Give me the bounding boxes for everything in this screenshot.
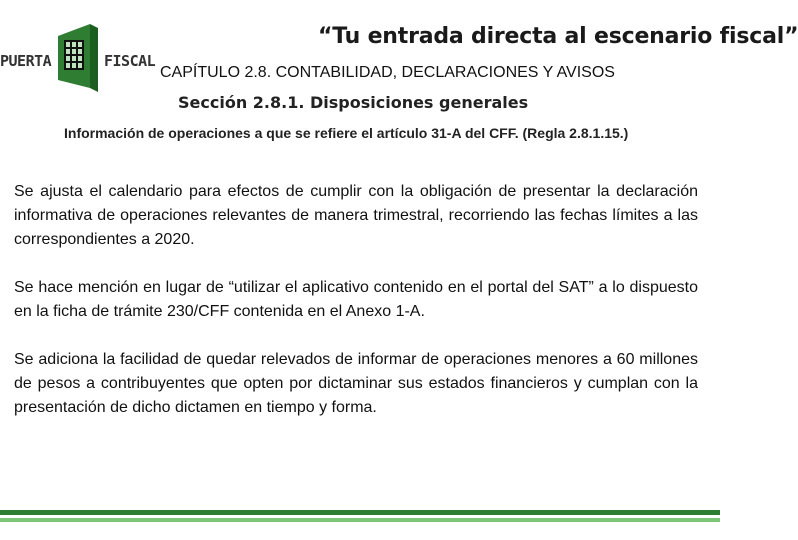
paragraph-calendar: Se ajusta el calendario para efectos de cumplir con la obligación de presentar la declaración informativa de operaciones relevantes de manera trimestral, recorriendo las fechas límites a las correspondientes a 2020. (14, 183, 698, 248)
paragraph-sat-portal: Se hace mención en lugar de “utilizar el aplicativo contenido en el portal del SAT” a lo dispuesto en la ficha de trámite 230/CFF contenida en el Anexo 1-A. (14, 279, 698, 320)
building-window-grid-icon (52, 22, 102, 94)
logo-word-fiscal: FISCAL (104, 52, 156, 70)
section-title: Sección 2.8.1. Disposiciones generales (178, 93, 529, 112)
logo-word-puerta: PUERTA (0, 52, 52, 70)
footer-bar-dark (0, 510, 720, 515)
footer-bar-light (0, 518, 720, 522)
info-heading: Información de operaciones a que se refiere el artículo 31-A del CFF. (Regla 2.8.1.15.) (64, 125, 629, 141)
puerta-fiscal-logo (0, 22, 156, 92)
paragraph-exemption: Se adiciona la facilidad de quedar relevados de informar de operaciones menores a 60 millones de pesos a contribuyentes que opten por dictaminar sus estados financieros y cumplan con la presentación de dicho dictamen en tiempo y forma. (14, 351, 698, 416)
chapter-title: CAPÍTULO 2.8. CONTABILIDAD, DECLARACIONES Y AVISOS (160, 64, 615, 81)
tagline: “Tu entrada directa al escenario fiscal” (318, 24, 798, 49)
